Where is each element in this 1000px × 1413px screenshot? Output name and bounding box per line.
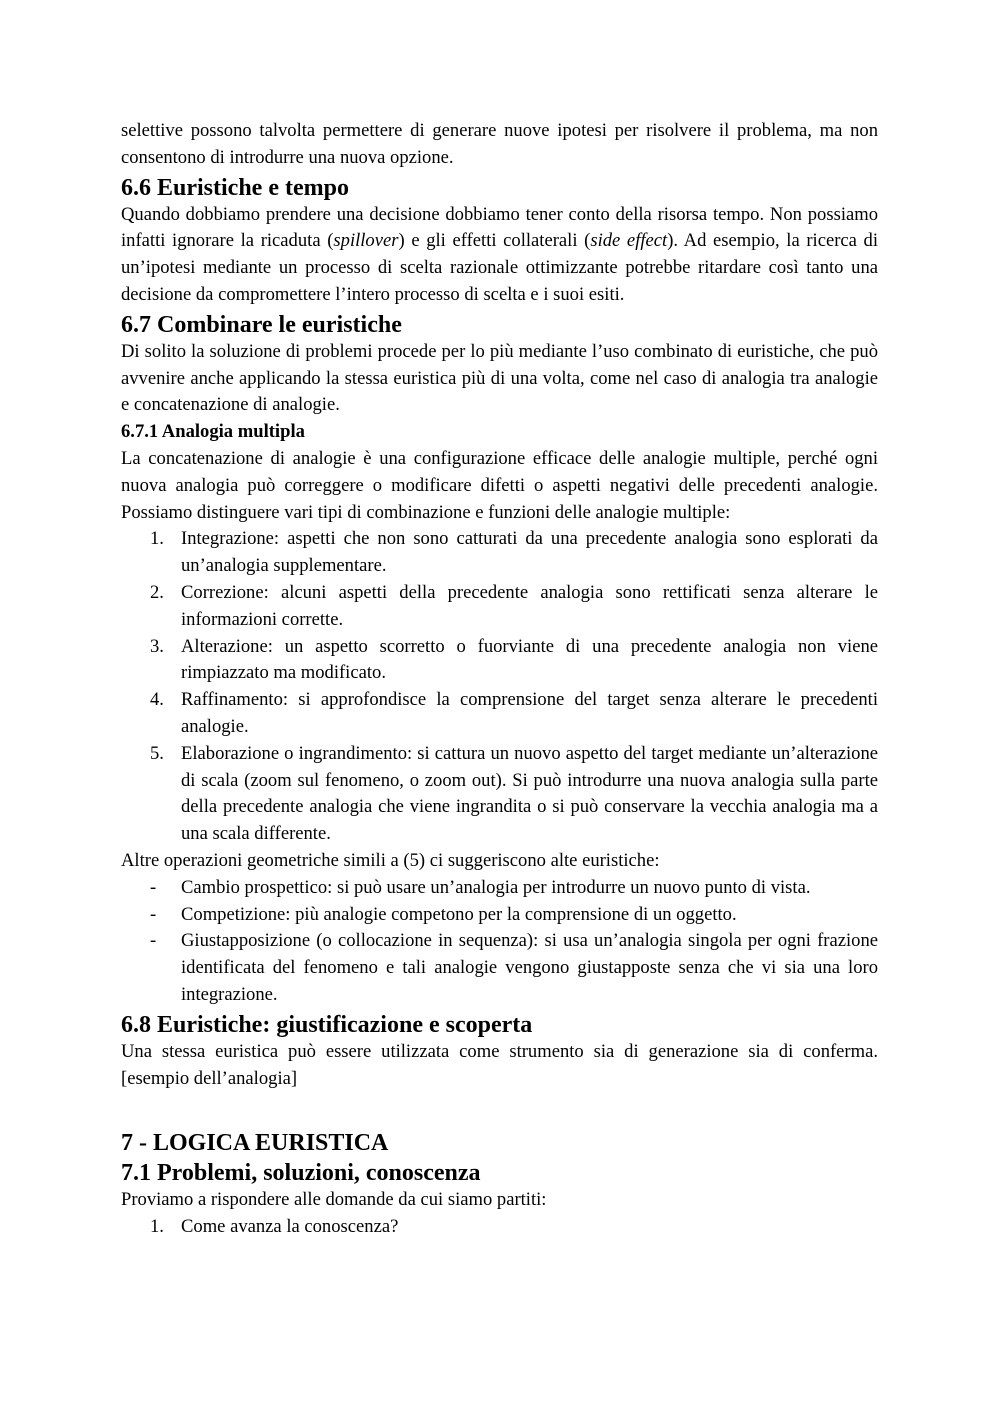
chapter-7-heading: 7 - LOGICA EURISTICA — [121, 1130, 389, 1157]
section-7-1-heading: 7.1 Problemi, soluzioni, conoscenza — [121, 1160, 481, 1187]
section-6-6-paragraph: Quando dobbiamo prendere una decisione dobbiamo tener conto della risorsa tempo. Non possiamo infatti ignorare la ricaduta (spillover) e gli effetti collaterali (side effect). Ad esempio, la ricerca di un’ipotesi mediante un processo di scelta razionale ottimizzante potrebbe ritardare così tanto una decisione da compromettere l’intero processo di scelta e i suoi esiti. — [121, 203, 879, 305]
combination-types-list — [121, 526, 878, 848]
section-6-7-1-paragraph: La concatenazione di analogie è una configurazione efficace delle analogie multiple, perché ogni nuova analogia può correggere o modificare difetti o aspetti negativi delle precedenti analogie. Possiamo distinguere vari tipi di combinazione e funzioni delle analogie multiple: — [121, 447, 878, 523]
section-6-7-heading: 6.7 Combinare le euristiche — [121, 311, 402, 338]
other-operations-list — [121, 875, 878, 1009]
section-6-6-heading: 6.6 Euristiche e tempo — [121, 174, 349, 201]
section-7-1-paragraph: Proviamo a rispondere alle domande da cui siamo partiti: — [121, 1189, 547, 1211]
intro-paragraph: selettive possono talvolta permettere di generare nuove ipotesi per risolvere il problema, ma non consentono di introdurre una nuova opzione. — [121, 120, 878, 168]
list-item: - Giustapposizione (o collocazione in sequenza): si usa un’analogia singola per ogni frazione identificata del fenomeno e tali analogie vengono giustapposte senza che vi sia una loro integrazione. — [150, 930, 878, 1005]
side-effect-term: side effect — [590, 230, 668, 252]
list-item: - Competizione: più analogie competono per la comprensione di un oggetto. — [150, 903, 737, 925]
list-item: 3. Alterazione: un aspetto scorretto o fuorviante di una precedente analogia non viene rimpiazzato ma modificato. — [150, 635, 878, 684]
spillover-term: spillover — [333, 230, 399, 252]
after-list-paragraph: Altre operazioni geometriche simili a (5) ci suggeriscono alte euristiche: — [121, 849, 660, 871]
section-6-8-heading: 6.8 Euristiche: giustificazione e scoperta — [121, 1011, 533, 1038]
list-item: 1. Come avanza la conoscenza? — [150, 1216, 399, 1238]
questions-list — [121, 1214, 878, 1241]
document-page — [121, 118, 878, 1241]
list-item: 1. Integrazione: aspetti che non sono catturati da una precedente analogia sono esplorati da un’analogia supplementare. — [150, 528, 878, 577]
list-item: 2. Correzione: alcuni aspetti della precedente analogia sono rettificati senza alterare le informazioni corrette. — [150, 581, 878, 630]
section-6-8-paragraph: Una stessa euristica può essere utilizzata come strumento sia di generazione sia di conferma. [esempio dell’analogia] — [121, 1040, 878, 1089]
list-item: - Cambio prospettico: si può usare un’analogia per introdurre un nuovo punto di vista. — [150, 876, 811, 898]
section-6-7-paragraph: Di solito la soluzione di problemi procede per lo più mediante l’uso combinato di euristiche, che può avvenire anche applicando la stessa euristica più di una volta, come nel caso di analogia tra analogie e concatenazione di analogie. — [121, 340, 878, 416]
list-item: 5. Elaborazione o ingrandimento: si cattura un nuovo aspetto del target mediante un’alterazione di scala (zoom sul fenomeno, o zoom out). Si può introdurre una nuova analogia sulla parte della precedente analogia che viene ingrandita o si può conservare la vecchia analogia ma a una scala differente. — [150, 742, 878, 845]
list-item: 4. Raffinamento: si approfondisce la comprensione del target senza alterare le precedenti analogie. — [150, 689, 878, 737]
section-6-7-1-heading: 6.7.1 Analogia multipla — [121, 421, 305, 443]
